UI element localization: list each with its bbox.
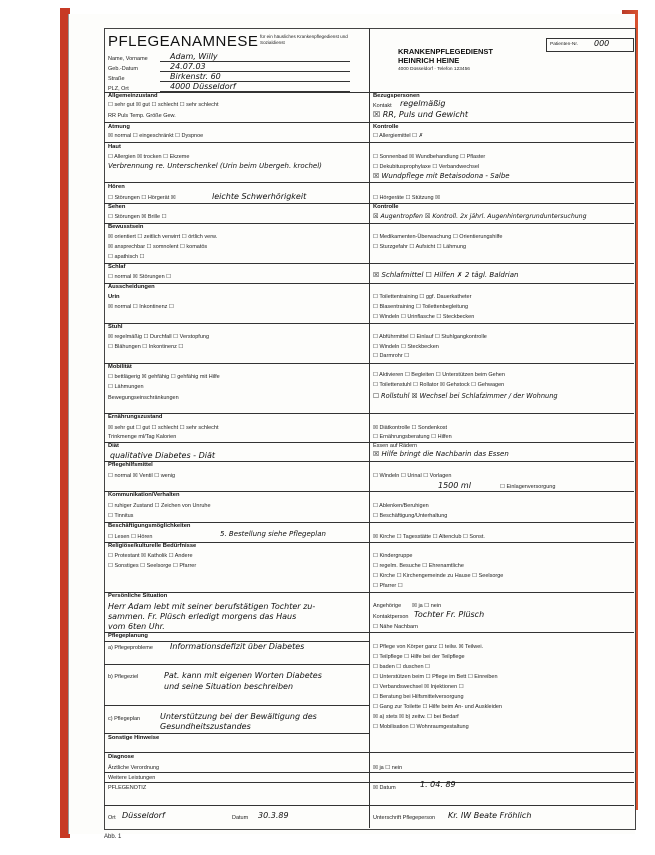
row-line: [369, 203, 634, 204]
social-r-options: ☒ ja ☐ nein: [412, 603, 442, 609]
diag-r1: ☒ ja ☐ nein: [373, 765, 403, 771]
sec-atmung-title: Atmung: [108, 124, 130, 130]
row-line: [104, 705, 369, 706]
sec-bewusstsein-opt3: ☐ apathisch ☐: [108, 254, 145, 260]
row-line: [104, 632, 634, 633]
city-value: 4000 Düsseldorf: [170, 82, 236, 91]
r-besch-options: ☒ Kirche ☐ Tagesstätte ☐ Altenclub ☐ Sonst.: [373, 534, 485, 540]
plan-r2: ☐ Teilpflege ☐ Hilfe bei der Teilpflege: [373, 654, 465, 660]
row-line: [104, 182, 369, 183]
sec-mobilitaet-opt3: Bewegungseinschränkungen: [108, 395, 179, 401]
r-haut-opt1: ☐ Sonnenbad ☒ Wundbehandlung ☐ Pflaster: [373, 154, 486, 160]
plan-r9: ☐ Mobilisation ☐ Wohnraumgestaltung: [373, 724, 469, 730]
social-r-note: ☐ Nähe Nachbarn: [373, 624, 418, 630]
plan-r8: ☒ a) stets ☒ b) zeitw. ☐ bei Bedarf: [373, 714, 459, 720]
patient-no-value: 000: [594, 39, 610, 48]
sec-urin-options: ☒ normal ☐ Inkontinenz ☐: [108, 304, 174, 310]
sec-haut-title: Haut: [108, 144, 121, 150]
row-line: [104, 203, 369, 204]
row-line: [104, 461, 634, 462]
sec-ernaehrung-options: ☒ sehr gut ☐ gut ☐ schlecht ☐ sehr schlecht: [108, 425, 219, 431]
diag-row2: Weitere Leistungen: [108, 775, 156, 781]
sec-bewusstsein-opt1: ☒ orientiert ☐ zeitlich verwirrt ☐ örtlich verw.: [108, 234, 218, 240]
r-mobil-note: ☐ Rollstuhl ☒ Wechsel bei Schlafzimmer / der Wohnung: [373, 392, 558, 400]
sec-allgemein-options: ☐ sehr gut ☒ gut ☐ schlecht ☐ sehr schlecht: [108, 102, 219, 108]
r-stuhl-opt3: ☐ Darmrohr ☐: [373, 353, 410, 359]
plan-sonstiges: Sonstige Hinweise: [108, 735, 160, 741]
r-ern-opt2: ☐ Ernährungsberatung ☐ Hilfen: [373, 434, 452, 440]
row-line: [369, 323, 634, 324]
plan-b-text-2: und seine Situation beschreiben: [164, 682, 294, 691]
sec-beschaeftigung-note: 5. Bestellung siehe Pflegeplan: [220, 530, 326, 538]
r-hilfsm-note: 1500 ml: [438, 481, 471, 490]
social-text-1: Herr Adam lebt mit seiner berufstätigen Tochter zu-: [108, 602, 316, 611]
sec-ausscheidung-title: Ausscheidungen: [108, 284, 155, 290]
sec-kommunikation-opt1: ☐ ruhiger Zustand ☐ Zeichen von Unruhe: [108, 503, 211, 509]
sec-religion-opt2: ☐ Sonstiges ☐ Seelsorge ☐ Pfarrer: [108, 563, 197, 569]
r-bewusst-opt1: ☐ Medikamenten-Überwachung ☐ Orientierungshilfe: [373, 234, 503, 240]
column-divider-lower: [369, 592, 370, 805]
sec-beschaeftigung-title: Beschäftigungsmöglichkeiten: [108, 523, 191, 529]
r-hilfsm-options: ☐ Windeln ☐ Urinal ☐ Vorlagen: [373, 473, 452, 479]
sec-hoeren-title: Hören: [108, 184, 125, 190]
footer-divider: [369, 805, 370, 828]
row-line: [104, 142, 369, 143]
row-line: [369, 122, 634, 123]
r-rel-opt1: ☐ Kindergruppe: [373, 553, 413, 559]
footer-datum-value: 30.3.89: [258, 811, 289, 820]
sec-stuhl-title: Stuhl: [108, 324, 123, 330]
footer-datum-label: Datum: [232, 815, 249, 821]
row-line: [104, 363, 634, 364]
sec-kommunikation-opt2: ☐ Tinnitus: [108, 513, 134, 519]
sec-mobilitaet-opt1: ☐ bettlägerig ☒ gehfähig ☐ gehfähig mit Hilfe: [108, 374, 220, 380]
row-line: [104, 283, 634, 284]
r-urin-opt2: ☐ Blasentraining ☐ Toilettenbegleitung: [373, 304, 469, 310]
sec-hilfsmittel-options: ☐ normal ☒ Ventil ☐ wenig: [108, 473, 176, 479]
r-kontrolle-title: Kontrolle: [373, 124, 399, 130]
row-line: [104, 223, 369, 224]
sec-religion-title: Religiöse/kulturelle Bedürfnisse: [108, 543, 197, 549]
footer-sign-value: Kr. IW Beate Fröhlich: [448, 811, 532, 820]
sec-allgemein-title: Allgemeinzustand: [108, 93, 158, 99]
row-line: [104, 122, 369, 123]
sec-hilfsmittel-title: Pflegehilfsmittel: [108, 462, 153, 468]
r-kontrolle-options: ☐ Allergiemittel ☐ ✗: [373, 133, 424, 139]
plan-c-text-2: Gesundheitszustandes: [160, 722, 251, 731]
sec-kommunikation-title: Kommunikation/Verhalten: [108, 492, 180, 498]
r-bezug-note1: regelmäßig: [400, 99, 446, 108]
r-ern-opt1: ☒ Diätkontrolle ☐ Sondenkost: [373, 425, 448, 431]
provider-name-1: KRANKENPFLEGEDIENST: [398, 47, 494, 56]
sec-sehen-title: Sehen: [108, 204, 126, 210]
sec-mobilitaet-title: Mobilität: [108, 364, 132, 370]
diag-r2-value: 1. 04. 89: [420, 780, 456, 789]
name-label: Name, Vorname: [108, 56, 148, 62]
r-mobil-opt2: ☐ Toilettenstuhl ☐ Rollator ☒ Gehstock ☐ Gehwagen: [373, 382, 505, 388]
plan-a-text: Informationsdefizit über Diabetes: [170, 642, 305, 651]
plan-r4: ☐ Unterstützen beim ☐ Pflege im Bett ☐ Einreiben: [373, 674, 498, 680]
row-line: [369, 263, 634, 264]
r-bewusst-opt2: ☐ Sturzgefahr ☐ Aufsicht ☐ Lähmung: [373, 244, 467, 250]
city-label: PLZ, Ort: [108, 86, 129, 92]
sec-sehen-options: ☐ Störungen ☒ Brille ☐: [108, 214, 167, 220]
social-r-contact: Tochter Fr. Plüsch: [414, 610, 485, 619]
row-line: [104, 491, 634, 492]
r-diaet-title: Essen auf Rädern: [373, 443, 418, 449]
row-line: [104, 664, 369, 665]
figure-label: Abb. 1: [104, 834, 122, 840]
plan-b-text-1: Pat. kann mit eigenen Worten Diabetes: [164, 671, 322, 680]
r-komm-opt2: ☐ Beschäftigung/Unterhaltung: [373, 513, 448, 519]
sec-urin-title: Urin: [108, 294, 120, 300]
sec-ernaehrung-drinks: Trinkmenge ml/Tag Kalorien: [108, 434, 177, 440]
provider-address: 4000 Düsseldorf · Telefon 123456: [398, 67, 470, 72]
sec-stuhl-opt1: ☒ regelmäßig ☐ Durchfall ☐ Verstopfung: [108, 334, 210, 340]
diag-row3: PFLEGENOTIZ: [108, 785, 147, 791]
plan-title: Pflegeplanung: [108, 633, 148, 639]
diag-row1: Ärztliche Verordnung: [108, 765, 160, 771]
r-stuhl-opt2: ☐ Windeln ☐ Steckbecken: [373, 344, 439, 350]
r-urin-opt3: ☐ Windeln ☐ Urinflasche ☐ Steckbecken: [373, 314, 475, 320]
social-text-2: sammen. Fr. Plüsch erledigt morgens das Haus: [108, 612, 297, 621]
footer-ort-label: Ort: [108, 815, 116, 821]
sec-bewusstsein-title: Bewusstsein: [108, 224, 144, 230]
r-kontrolle2-note: ☒ Augentropfen ☒ Kontroll. 2x jährl. Augenhintergrunduntersuchung: [373, 213, 587, 220]
sec-ernaehrung-title: Ernährungszustand: [108, 414, 163, 420]
r-hilfsm-extra: ☐ Einlagenversorgung: [500, 484, 556, 490]
row-line: [104, 413, 634, 414]
sec-allgemein-vitals: RR Puls Temp. Größe Gew.: [108, 113, 176, 119]
diag-r2: ☒ Datum: [373, 785, 396, 791]
street-label: Straße: [108, 76, 125, 82]
r-kontrolle2-title: Kontrolle: [373, 204, 399, 210]
sec-haut-options: ☐ Allergien ☒ trocken ☐ Ekzeme: [108, 154, 190, 160]
r-urin-opt1: ☐ Toilettentraining ☐ ggf. Dauerkatheter: [373, 294, 472, 300]
plan-b-label: b) Pflegeziel: [108, 674, 139, 680]
header-divider: [369, 28, 370, 92]
footer-sign-label: Unterschrift Pflegeperson: [373, 815, 436, 821]
row-line: [369, 142, 634, 143]
r-bezug-note2: ☒ RR, Puls und Gewicht: [373, 110, 468, 119]
sec-hoeren-options: ☐ Störungen ☐ Hörgerät ☒: [108, 195, 176, 201]
row-line: [104, 752, 634, 753]
r-schlaf-note: ☒ Schlafmittel ☐ Hilfen ✗ 2 tägl. Baldrian: [373, 271, 519, 279]
r-komm-opt1: ☐ Ablenken/Beruhigen: [373, 503, 429, 509]
provider-name-2: HEINRICH HEINE: [398, 56, 460, 65]
row-line: [104, 323, 369, 324]
plan-r5: ☐ Verbandswechsel ☒ Injektionen ☐: [373, 684, 464, 690]
sec-mobilitaet-opt2: ☐ Lähmungen: [108, 384, 144, 390]
street-value: Birkenstr. 60: [170, 72, 221, 81]
row-line: [369, 223, 634, 224]
birth-label: Geb.-Datum: [108, 66, 138, 72]
sec-diaet-title: Diät: [108, 443, 119, 449]
plan-r3: ☐ baden ☐ duschen ☐: [373, 664, 430, 670]
form-title-note: für ein häusliches Krankenpflegedienst und Sozialdienst: [260, 34, 348, 45]
r-haut-note: ☒ Wundpflege mit Betaisodona - Salbe: [373, 172, 510, 180]
form-title: PFLEGEANAMNESE: [108, 33, 259, 50]
row-line: [104, 772, 634, 773]
social-r-contact-label: Kontaktperson: [373, 614, 409, 620]
plan-c-label: c) Pflegeplan: [108, 716, 141, 722]
social-r-label: Angehörige: [373, 603, 402, 609]
sec-diaet-note: qualitative Diabetes - Diät: [110, 451, 215, 460]
r-mobil-opt1: ☐ Aktivieren ☐ Begleiten ☐ Unterstützen beim Gehen: [373, 372, 505, 378]
row-line: [104, 782, 634, 783]
plan-r7: ☐ Gang zur Toilette ☐ Hilfe beim An- und Auskleiden: [373, 704, 502, 710]
sec-religion-opt1: ☐ Protestant ☒ Katholik ☐ Andere: [108, 553, 193, 559]
r-rel-opt4: ☐ Pfarrer ☐: [373, 583, 403, 589]
r-bezug-title: Bezugspersonen: [373, 93, 420, 99]
sec-schlaf-options: ☐ normal ☒ Störungen ☐: [108, 274, 172, 280]
r-bezug-label: Kontakt: [373, 103, 392, 109]
plan-r6: ☐ Beratung bei Hilfsmittelversorgung: [373, 694, 464, 700]
sec-haut-note: Verbrennung re. Unterschenkel (Urin beim Ubergeh. krochel): [108, 162, 322, 170]
social-text-3: vom 6ten Uhr.: [108, 622, 165, 631]
birth-value: 24.07.03: [170, 62, 206, 71]
row-line: [104, 263, 369, 264]
diag-title: Diagnose: [108, 754, 135, 760]
social-title: Persönliche Situation: [108, 593, 168, 599]
row-line: [104, 442, 634, 443]
sec-schlaf-title: Schlaf: [108, 264, 126, 270]
row-line: [369, 182, 634, 183]
column-divider: [369, 92, 370, 592]
plan-r1: ☐ Pflege von Körper ganz ☐ teilw. ☒ Teilwei.: [373, 644, 484, 650]
r-rel-opt3: ☐ Kirche ☐ Kirchengemeinde zu Hause ☐ Seelsorge: [373, 573, 504, 579]
r-rel-opt2: ☐ regelm. Besuche ☐ Ehrenamtliche: [373, 563, 464, 569]
footer-ort-value: Düsseldorf: [122, 811, 165, 820]
r-hoeren-options: ☐ Hörgeräte ☐ Stützung ☒: [373, 195, 441, 201]
r-diaet-note: ☒ Hilfe bringt die Nachbarin das Essen: [373, 450, 509, 458]
sec-bewusstsein-opt2: ☒ ansprechbar ☐ somnolent ☐ komatös: [108, 244, 208, 250]
plan-c-text-1: Unterstützung bei der Bewältigung des: [160, 712, 317, 721]
sec-hoeren-note: leichte Schwerhörigkeit: [212, 192, 307, 201]
row-line: [104, 733, 369, 734]
sec-beschaeftigung-options: ☐ Lesen ☐ Hören: [108, 534, 153, 540]
sec-atmung-options: ☒ normal ☐ eingeschränkt ☐ Dyspnoe: [108, 133, 204, 139]
sec-stuhl-opt2: ☐ Blähungen ☐ Inkontinenz ☐: [108, 344, 184, 350]
plan-a-label: a) Pflegeprobleme: [108, 645, 153, 651]
r-stuhl-opt1: ☐ Abführmittel ☐ Einlauf ☐ Stuhlgangkontrolle: [373, 334, 487, 340]
patient-no-label: Patienten-Nr.: [550, 42, 578, 47]
r-haut-opt2: ☐ Dekubitusprophylaxe ☐ Verbandwechsel: [373, 164, 480, 170]
name-value: Adam, Willy: [170, 52, 218, 61]
